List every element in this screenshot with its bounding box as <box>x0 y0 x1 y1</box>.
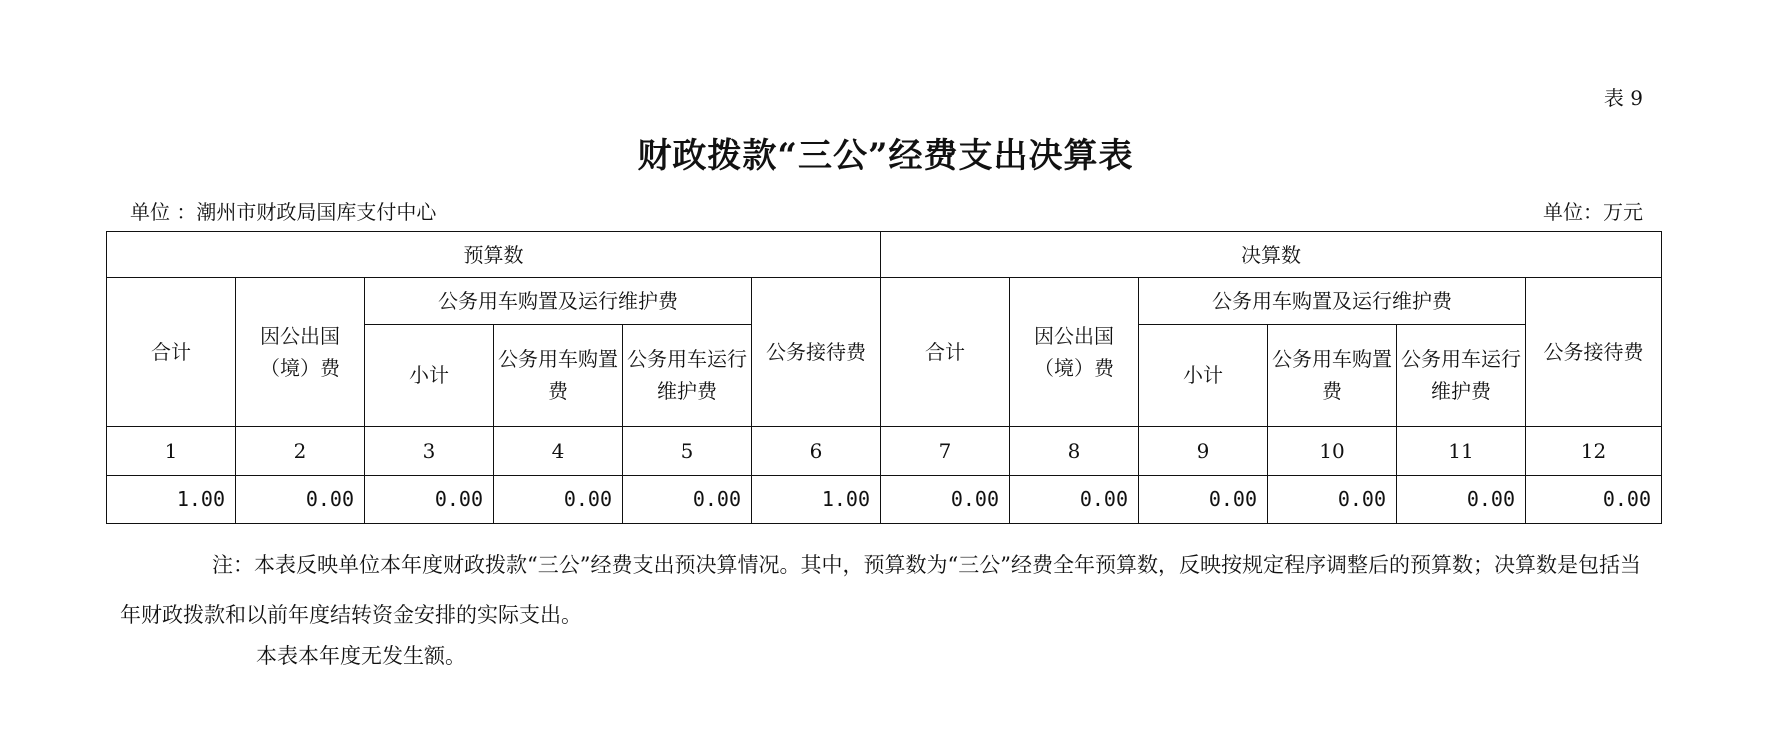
header-budget-maintenance: 公务用车运行维护费 <box>623 324 752 427</box>
no-amount-note: 本表本年度无发生额。 <box>256 644 466 668</box>
table-note: 注：本表反映单位本年度财政拨款“三公”经费支出预决算情况。其中，预算数为“三公”经费全年预算数，反映按规定程序调整后的预算数；决算数是包括当年财政拨款和以前年度结转资金安排的实际支出。 <box>120 553 1641 627</box>
header-budget-overseas: 因公出国（境）费 <box>236 278 365 427</box>
header-budget-subtotal: 小计 <box>365 324 494 427</box>
header-final-reception: 公务接待费 <box>1526 278 1662 427</box>
column-number: 3 <box>365 427 494 475</box>
value-cell: 0.00 <box>881 475 1010 523</box>
header-budget-total: 合计 <box>107 278 236 427</box>
value-cell: 0.00 <box>1268 475 1397 523</box>
table-number: 表 9 <box>1603 86 1643 110</box>
column-number: 2 <box>236 427 365 475</box>
header-final-subtotal: 小计 <box>1139 324 1268 427</box>
value-cell: 1.00 <box>107 475 236 523</box>
column-number: 9 <box>1139 427 1268 475</box>
column-number: 1 <box>107 427 236 475</box>
header-budget-purchase: 公务用车购置费 <box>494 324 623 427</box>
value-cell: 0.00 <box>236 475 365 523</box>
column-number: 6 <box>752 427 881 475</box>
value-cell: 0.00 <box>365 475 494 523</box>
value-cell: 0.00 <box>1397 475 1526 523</box>
value-row <box>107 475 1662 523</box>
value-cell: 0.00 <box>1139 475 1268 523</box>
unit-currency: 单位：万元 <box>1543 200 1643 224</box>
column-number: 11 <box>1397 427 1526 475</box>
header-final-overseas: 因公出国（境）费 <box>1010 278 1139 427</box>
header-final-maintenance: 公务用车运行维护费 <box>1397 324 1526 427</box>
value-cell: 0.00 <box>494 475 623 523</box>
header-budget-vehicle: 公务用车购置及运行维护费 <box>365 278 752 324</box>
header-final: 决算数 <box>881 232 1662 278</box>
column-number: 5 <box>623 427 752 475</box>
value-cell: 0.00 <box>1010 475 1139 523</box>
value-cell: 0.00 <box>623 475 752 523</box>
column-number-row <box>107 427 1662 475</box>
column-number: 10 <box>1268 427 1397 475</box>
column-number: 7 <box>881 427 1010 475</box>
unit-organization: 单位 ：潮州市财政局国库支付中心 <box>130 200 437 224</box>
header-final-total: 合计 <box>881 278 1010 427</box>
expenditure-table <box>106 231 1662 524</box>
header-final-purchase: 公务用车购置费 <box>1268 324 1397 427</box>
column-number: 4 <box>494 427 623 475</box>
column-number: 8 <box>1010 427 1139 475</box>
value-cell: 0.00 <box>1526 475 1662 523</box>
header-budget-reception: 公务接待费 <box>752 278 881 427</box>
value-cell: 1.00 <box>752 475 881 523</box>
page-title: 财政拨款“三公”经费支出决算表 <box>637 136 1134 176</box>
header-budget: 预算数 <box>107 232 881 278</box>
header-final-vehicle: 公务用车购置及运行维护费 <box>1139 278 1526 324</box>
column-number: 12 <box>1526 427 1662 475</box>
